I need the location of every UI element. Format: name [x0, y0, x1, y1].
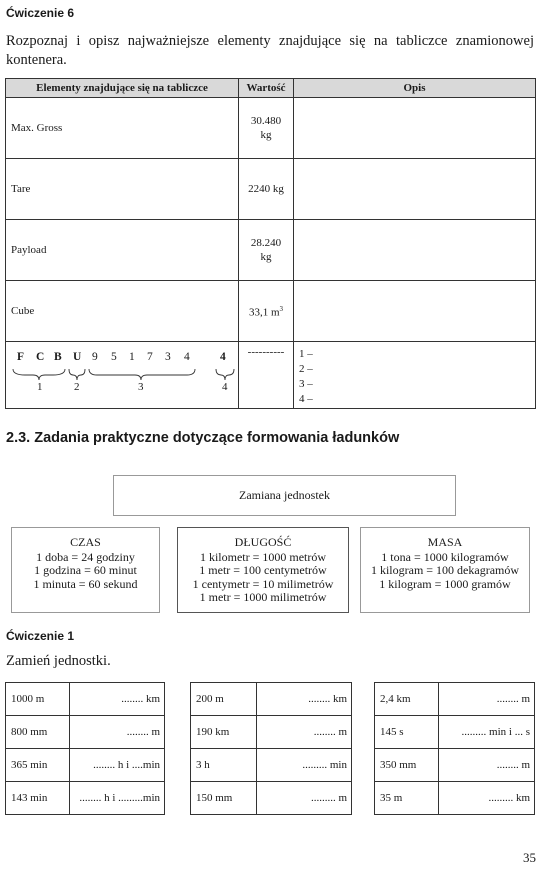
- question-cell: 145 s: [375, 716, 439, 749]
- code-value-cell: ----------: [239, 342, 294, 409]
- code-char: F: [17, 351, 25, 363]
- code-braces: [7, 367, 240, 381]
- table-row: [375, 782, 535, 815]
- description-cell[interactable]: [294, 281, 536, 342]
- box-line: 1 kilogram = 100 dekagramów: [370, 563, 520, 577]
- group-number: 3: [138, 381, 144, 393]
- table-row: [6, 220, 536, 281]
- conversion-title-box: Zamiana jednostek: [113, 475, 456, 516]
- conversion-table-2: [190, 682, 352, 815]
- table-row: [6, 98, 536, 159]
- group-number: 1: [37, 381, 43, 393]
- group-number: 4: [222, 381, 228, 393]
- box-line: 1 tona = 1000 kilogramów: [381, 549, 509, 564]
- code-char: 5: [111, 351, 117, 363]
- answer-cell[interactable]: ......... m: [257, 782, 352, 815]
- container-code: [7, 343, 237, 401]
- box-line: 1 godzina = 60 minut: [34, 563, 137, 577]
- answer-cell[interactable]: ........ m: [70, 716, 165, 749]
- exercise-6-title: Ćwiczenie 6: [6, 6, 75, 20]
- time-units-box: [11, 527, 160, 613]
- question-cell: 2,4 km: [375, 683, 439, 716]
- box-line: 1 centymetr = 10 milimetrów: [192, 576, 334, 591]
- header-elements: Elementy znajdujące się na tabliczce: [6, 79, 239, 98]
- value-line: 28.240: [250, 237, 282, 249]
- list-item: 1 –: [299, 348, 313, 360]
- code-char: 1: [129, 351, 135, 363]
- box-line: 1 doba = 24 godziny: [36, 549, 135, 564]
- value-unit: kg: [260, 251, 272, 263]
- container-code-cell: [6, 342, 239, 409]
- box-title: CZAS: [70, 535, 101, 549]
- page-number: 35: [523, 850, 536, 865]
- value-line: 30.480: [250, 115, 282, 127]
- answer-cell[interactable]: ........ m: [439, 683, 535, 716]
- table-row: [6, 716, 165, 749]
- code-char: 7: [147, 351, 153, 363]
- box-line: 1 kilogram = 1000 gramów: [379, 576, 511, 591]
- table-row: [191, 782, 352, 815]
- code-description-cell[interactable]: [294, 342, 536, 409]
- description-cell[interactable]: [294, 159, 536, 220]
- code-char: 9: [92, 351, 98, 363]
- answer-cell[interactable]: ......... min i ... s: [439, 716, 535, 749]
- conversion-table-3: [374, 682, 535, 815]
- answer-cell[interactable]: ........ km: [257, 683, 352, 716]
- value-cell: [239, 159, 294, 220]
- value-superscript: 3: [279, 305, 284, 314]
- answer-cell[interactable]: ......... km: [439, 782, 535, 815]
- box-title: MASA: [427, 535, 463, 549]
- exercise-6-instruction: Rozpoznaj i opisz najważniejsze elementy znajdujące się na tabliczce znamionowej kontenera.: [6, 33, 534, 68]
- element-cell: Tare: [6, 159, 239, 220]
- section-title: 2.3. Zadania praktyczne dotyczące formowania ładunków: [6, 430, 400, 446]
- table-row: [6, 159, 536, 220]
- question-cell: 150 mm: [191, 782, 257, 815]
- question-cell: 143 min: [6, 782, 70, 815]
- question-cell: 350 mm: [375, 749, 439, 782]
- conversion-table-1: [5, 682, 165, 815]
- exercise-1-instruction: Zamień jednostki.: [6, 653, 111, 669]
- value-cell: [239, 98, 294, 159]
- description-cell[interactable]: [294, 220, 536, 281]
- length-units-box: [177, 527, 349, 613]
- value-line: 33,1 m: [248, 306, 280, 319]
- answer-cell[interactable]: ........ m: [257, 716, 352, 749]
- exercise-1-title: Ćwiczenie 1: [6, 629, 75, 643]
- question-cell: 35 m: [375, 782, 439, 815]
- answer-cell[interactable]: ........ km: [70, 683, 165, 716]
- value-unit: kg: [260, 129, 272, 141]
- table-row: [6, 749, 165, 782]
- table-row: [191, 716, 352, 749]
- code-check-digit: 4: [220, 351, 226, 363]
- value-cell: [239, 281, 294, 342]
- code-char: 3: [165, 351, 171, 363]
- list-item: 3 –: [299, 378, 313, 390]
- list-item: 2 –: [299, 363, 313, 375]
- box-line: 1 kilometr = 1000 metrów: [199, 549, 327, 564]
- code-char: U: [73, 351, 82, 363]
- element-cell: Cube: [6, 281, 239, 342]
- table-row: [6, 782, 165, 815]
- question-cell: 365 min: [6, 749, 70, 782]
- table-row: [375, 749, 535, 782]
- header-value: Wartość: [239, 79, 294, 98]
- box-line: 1 metr = 1000 milimetrów: [199, 590, 327, 604]
- header-description: Opis: [294, 79, 536, 98]
- value-cell: [239, 220, 294, 281]
- question-cell: 1000 m: [6, 683, 70, 716]
- nameplate-table: [5, 78, 536, 409]
- code-description-list: [295, 343, 534, 407]
- element-cell: Payload: [6, 220, 239, 281]
- answer-cell[interactable]: ........ h i ....min: [70, 749, 165, 782]
- code-char: C: [36, 351, 45, 363]
- question-cell: 200 m: [191, 683, 257, 716]
- answer-cell[interactable]: ........ h i .........min: [70, 782, 165, 815]
- table-row: [191, 683, 352, 716]
- table-row: [6, 683, 165, 716]
- mass-units-box: [360, 527, 530, 613]
- box-title: DŁUGOŚĆ: [234, 535, 292, 549]
- list-item: 4 –: [299, 393, 313, 405]
- answer-cell[interactable]: ......... min: [257, 749, 352, 782]
- box-line: 1 minuta = 60 sekund: [33, 576, 138, 591]
- element-cell: Max. Gross: [6, 98, 239, 159]
- description-cell[interactable]: [294, 98, 536, 159]
- table-row: [375, 716, 535, 749]
- table-header-row: [6, 79, 536, 98]
- table-row: [6, 281, 536, 342]
- group-number: 2: [74, 381, 80, 393]
- answer-cell[interactable]: ........ m: [439, 749, 535, 782]
- question-cell: 800 mm: [6, 716, 70, 749]
- code-char: B: [54, 351, 62, 363]
- value-line: 2240 kg: [248, 183, 284, 195]
- code-char: 4: [184, 351, 190, 363]
- question-cell: 3 h: [191, 749, 257, 782]
- container-code-row: [6, 342, 536, 409]
- table-row: [375, 683, 535, 716]
- box-line: 1 metr = 100 centymetrów: [199, 563, 327, 577]
- question-cell: 190 km: [191, 716, 257, 749]
- table-row: [191, 749, 352, 782]
